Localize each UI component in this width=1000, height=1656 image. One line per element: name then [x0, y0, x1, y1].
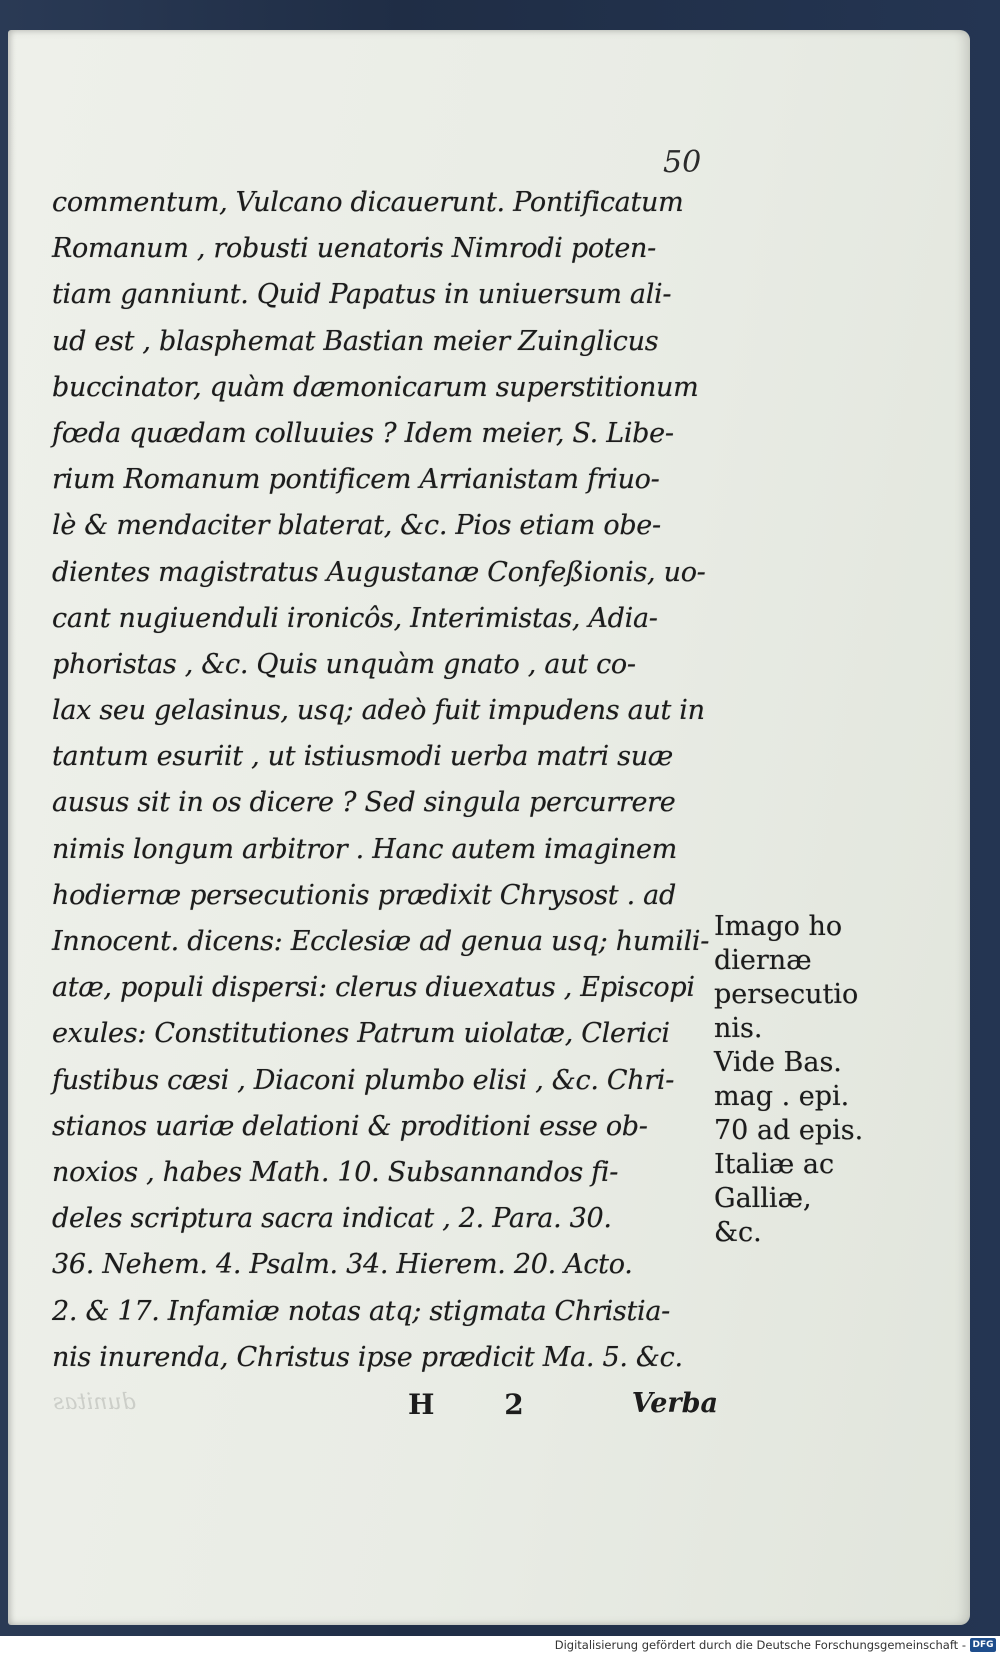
marginal-note-line: Vide Bas.	[714, 1047, 842, 1078]
marginal-note	[714, 910, 864, 1250]
text-line: noxios , habes Math. 10. Subsannandos fi-	[52, 1156, 619, 1188]
text-line: stianos uariæ delationi & proditioni esse ob-	[52, 1110, 648, 1142]
text-line: tantum esuriit , ut istiusmodi uerba matri suæ	[52, 741, 673, 773]
body-text	[52, 180, 712, 1381]
marginal-note-line: nis.	[714, 1013, 763, 1044]
text-line: exules: Constitutiones Patrum uiolatæ, Clerici	[52, 1018, 670, 1050]
text-line: 36. Nehem. 4. Psalm. 34. Hierem. 20. Acto.	[52, 1249, 633, 1281]
text-line: rium Romanum pontificem Arrianistam friuo-	[52, 464, 660, 496]
text-line: deles scriptura sacra indicat , 2. Para. 30.	[52, 1203, 612, 1235]
text-line: fustibus cæsi , Diaconi plumbo elisi , &c. Chri-	[52, 1064, 675, 1096]
text-line: nimis longum arbitror . Hanc autem imaginem	[52, 833, 677, 865]
text-line: ausus sit in os dicere ? Sed singula percurrere	[52, 787, 676, 819]
text-line: 2. & 17. Infamiæ notas atq; stigmata Christia-	[52, 1295, 670, 1327]
text-line: nis inurenda, Christus ipse prædicit Ma. 5. &c.	[52, 1341, 683, 1373]
footer-bar	[0, 1636, 1000, 1656]
signature-mark: H 2	[408, 1388, 554, 1421]
text-line: atæ, populi dispersi: clerus diuexatus , Episcopi	[52, 972, 695, 1004]
text-line: hodiernæ persecutionis prædixit Chrysost . ad	[52, 879, 676, 911]
text-line: phoristas , &c. Quis unquàm gnato , aut co-	[52, 648, 636, 680]
marginal-note-line: diernæ	[714, 945, 812, 976]
marginal-note-line: Imago ho	[714, 911, 843, 942]
text-line: lè & mendaciter blaterat, &c. Pios etiam obe-	[52, 510, 661, 542]
marginal-note-line: persecutio	[714, 979, 859, 1010]
text-line: fœda quædam colluuies ? Idem meier, S. Libe-	[52, 417, 674, 449]
text-line: Innocent. dicens: Ecclesiæ ad genua usq; humili-	[52, 926, 710, 957]
text-line: ud est , blasphemat Bastian meier Zuinglicus	[52, 325, 659, 357]
text-line: tiam ganniunt. Quid Papatus in uniuersum ali-	[52, 279, 672, 311]
footer-credit: Digitalisierung gefördert durch die Deutsche Forschungsgemeinschaft -	[554, 1638, 966, 1652]
text-line: lax seu gelasinus, usq; adeò fuit impudens aut in	[52, 695, 705, 727]
text-line: buccinator, quàm dæmonicarum superstitionum	[52, 371, 699, 403]
book-page	[8, 30, 970, 1625]
catchword: Verba	[631, 1388, 718, 1419]
catchword-row	[408, 1388, 718, 1428]
marginal-note-line: Italiæ ac	[714, 1149, 835, 1180]
text-line: Romanum , robusti uenatoris Nimrodi poten-	[52, 233, 656, 265]
text-line: dientes magistratus Augustanæ Confeßionis, uo-	[52, 556, 706, 588]
marginal-note-line: &c.	[714, 1217, 762, 1248]
marginal-note-line: mag . epi.	[714, 1081, 850, 1112]
text-line: commentum, Vulcano dicauerunt. Pontificatum	[52, 187, 684, 218]
marginal-note-line: Galliæ,	[714, 1183, 812, 1214]
bleed-through-text: dunitas	[53, 1390, 136, 1415]
dfg-logo: DFG	[970, 1638, 996, 1652]
text-line: cant nugiuenduli ironicôs, Interimistas, Adia-	[52, 602, 658, 634]
page-number: 50	[663, 145, 702, 180]
marginal-note-line: 70 ad epis.	[714, 1115, 864, 1146]
